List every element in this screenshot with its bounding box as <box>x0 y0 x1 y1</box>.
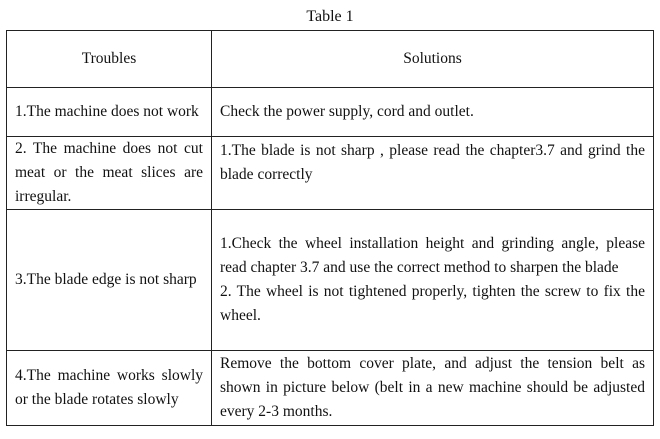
solution-text: 1.The blade is not sharp , please read the chapter3.7 and grind the blade correctly <box>220 142 645 183</box>
solution-cell <box>212 210 654 351</box>
trouble-cell: 4.The machine works slowly or the blade rotates slowly <box>7 351 212 426</box>
table-row <box>7 210 654 351</box>
solution-cell <box>212 351 654 426</box>
table-row <box>7 351 654 426</box>
trouble-cell: 2. The machine does not cut meat or the meat slices are irregular. <box>7 137 212 210</box>
table-caption: Table 1 <box>306 8 354 25</box>
solution-text: 2. The wheel is not tightened properly, tighten the screw to fix the wheel. <box>220 283 645 324</box>
solution-cell <box>212 88 654 137</box>
solution-text: Check the power supply, cord and outlet. <box>220 103 474 120</box>
trouble-cell: 3.The blade edge is not sharp <box>7 210 212 351</box>
troubleshooting-table <box>6 30 654 426</box>
table-row <box>7 88 654 137</box>
header-troubles: Troubles <box>7 31 212 88</box>
table-row <box>7 137 654 210</box>
solution-text: Remove the bottom cover plate, and adjust the tension belt as shown in picture below (belt in a new machine should be adjusted every 2-3 months. <box>220 355 645 420</box>
solution-cell <box>212 137 654 210</box>
table-header-row <box>7 31 654 88</box>
header-solutions: Solutions <box>212 31 654 88</box>
trouble-cell: 1.The machine does not work <box>7 88 212 137</box>
solution-text: 1.Check the wheel installation height and grinding angle, please read chapter 3.7 and use the correct method to sharpen the blade <box>220 235 645 276</box>
